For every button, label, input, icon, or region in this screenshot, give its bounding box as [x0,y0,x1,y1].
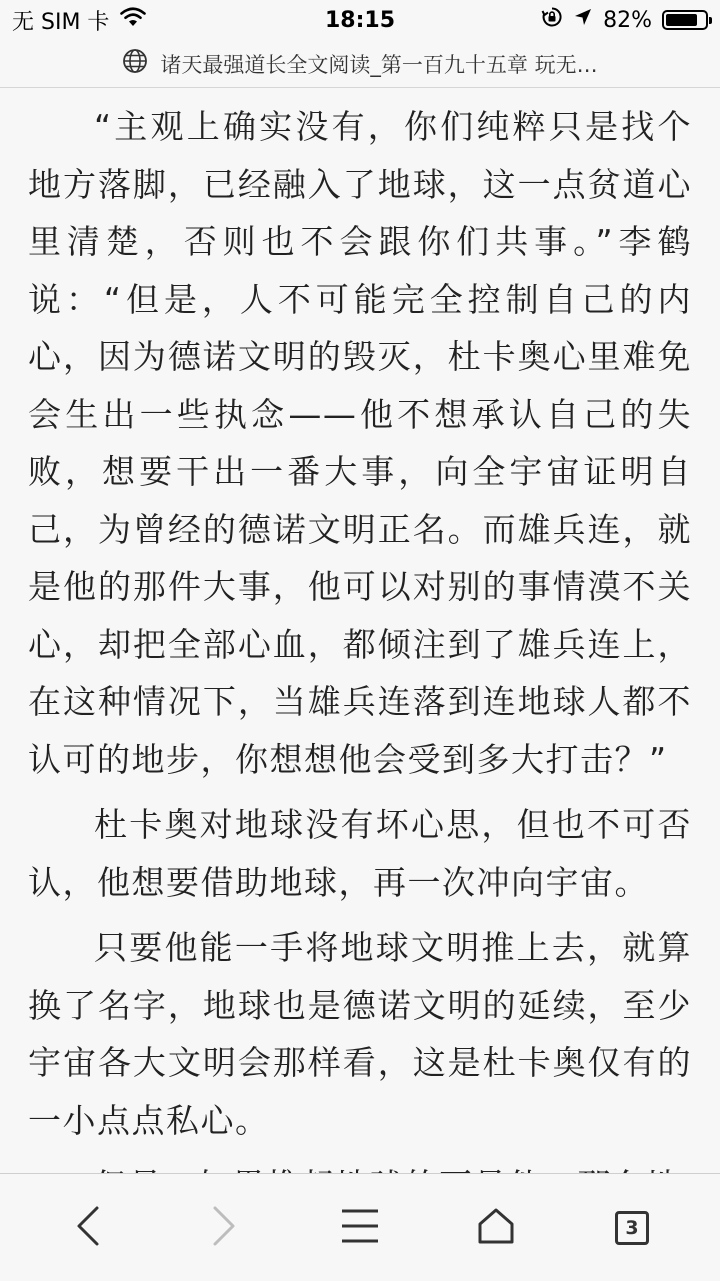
battery-percent: 82% [603,7,652,33]
home-button[interactable] [456,1188,536,1268]
status-right [541,6,708,34]
address-bar[interactable] [0,40,720,88]
globe-icon [122,48,148,79]
forward-icon [209,1204,239,1252]
status-left [12,5,147,36]
tab-count: 3 [625,1216,639,1239]
paragraph: 只要他能一手将地球文明推上去，就算换了名字，地球也是德诺文明的延续，至少宇宙各大文明会那样看，这是杜卡奥仅有的一小点点私心。 [28,928,692,1140]
location-arrow-icon [573,7,593,33]
paragraph: 杜卡奥对地球没有坏心思，但也不可否认，他想要借助地球，再一次冲向宇宙。 [28,805,692,902]
status-bar [0,0,720,40]
tabs-button[interactable] [592,1188,672,1268]
article-content [0,88,720,1173]
bottom-toolbar [0,1173,720,1281]
wifi-icon [119,6,147,34]
back-icon [73,1204,103,1252]
forward-button[interactable] [184,1188,264,1268]
menu-button[interactable] [320,1188,400,1268]
battery-icon [662,10,708,30]
home-icon [476,1206,516,1250]
status-time: 18:15 [324,7,396,33]
back-button[interactable] [48,1188,128,1268]
carrier-label: 无 SIM 卡 [12,9,110,35]
paragraph: “主观上确实没有，你们纯粹只是找个地方落脚，已经融入了地球，这一点贫道心里清楚，否则也不会跟你们共事。”李鹤说：“但是，人不可能完全控制自己的内心，因为德诺文明的毁灭，杜卡奥心里难免会生出一些执念——他不想承认自己的失败，想要干出一番大事，向全宇宙证明自己，为曾经的德诺文明正名。而雄兵连，就是他的那件大事，他可以对别的事情漠不关心，却把全部心血，都倾注到了雄兵连上，在这种情况下，当雄兵连落到连地球人都不认可的地步，你想想他会受到多大打击？” [28,107,692,779]
menu-icon [340,1206,380,1250]
orientation-lock-icon [541,6,563,34]
battery-fill [666,14,697,26]
tabs-icon [615,1211,649,1245]
page-title[interactable]: 诸天最强道长全文阅读_第一百九十五章 玩无… [160,52,598,77]
